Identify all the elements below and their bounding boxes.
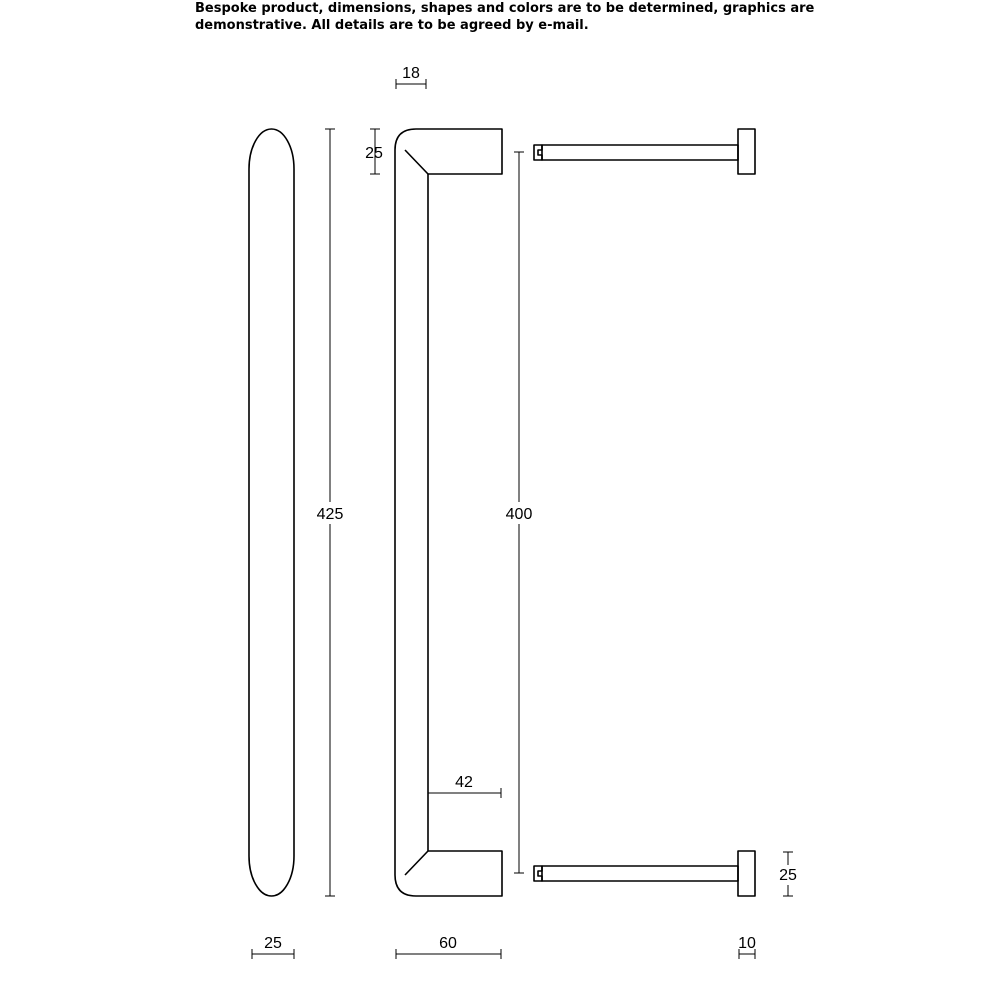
- dimension-mount-height: [776, 852, 800, 896]
- dimension-label: 60: [439, 935, 457, 952]
- mount-top-rod: [542, 145, 738, 160]
- dimension-label: 18: [402, 65, 420, 82]
- mount-bottom-rod: [542, 866, 738, 881]
- dimension-bar-width: [252, 935, 294, 959]
- disclaimer-line-1: Bespoke product, dimensions, shapes and colors are to be determined, graphics are: [195, 1, 815, 16]
- dimension-label: 25: [365, 145, 383, 162]
- dimension-top-offset: [396, 65, 426, 89]
- dimension-label: 10: [738, 935, 756, 952]
- mount-top: [534, 129, 755, 174]
- mount-bottom-thread: [534, 866, 542, 881]
- mount-bottom-plate: [738, 851, 755, 896]
- dimension-label: 425: [316, 506, 344, 523]
- mount-top-thread: [534, 145, 542, 160]
- dimension-label: 42: [455, 774, 473, 791]
- dimension-label: 400: [505, 506, 533, 523]
- dimension-inner-depth: [428, 774, 501, 798]
- mount-bottom: [534, 851, 755, 896]
- side-view-top-bend: [405, 150, 428, 174]
- dimension-mount-thickness: [738, 935, 756, 959]
- dimension-label: 25: [264, 935, 282, 952]
- dimension-projection: [396, 935, 501, 959]
- dimension-total-length: [315, 129, 345, 896]
- dimension-corner-height: [365, 129, 383, 174]
- front-view-bar: [249, 129, 294, 896]
- side-view-handle: [395, 129, 502, 896]
- disclaimer-line-2: demonstrative. All details are to be agreed by e-mail.: [195, 18, 589, 33]
- mount-top-plate: [738, 129, 755, 174]
- dimension-center-distance: [503, 152, 535, 873]
- dimension-label: 25: [779, 867, 797, 884]
- side-view-bottom-bend: [405, 851, 428, 875]
